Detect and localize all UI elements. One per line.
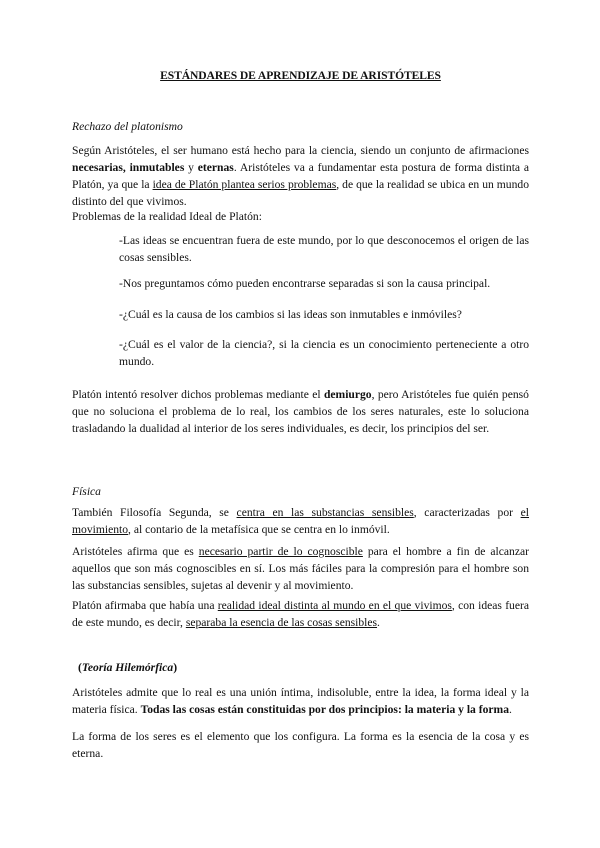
paragraph-forma: La forma de los seres es el elemento que los configura. La forma es la esencia de la cosa y es eterna.	[72, 730, 529, 760]
section-heading-hilemorfica: (Teoría Hilemórfica)	[78, 661, 178, 674]
section-heading-rechazo: Rechazo del platonismo	[72, 120, 183, 133]
paragraph-cognoscible: Aristóteles afirma que es necesario partir de lo cognoscible para el hombre a fin de alcanzar aquellos que son más cognoscibles en sí. Los más fáciles para la compresión para el hombre son las substancias sensibles, sujetas al devenir y al movimiento.	[72, 545, 529, 592]
paragraph-hilemorfica: Aristóteles admite que lo real es una unión íntima, indisoluble, entre la idea, la forma ideal y la materia física. Todas las cosas están constituidas por dos principios: la materia y la forma.	[72, 686, 529, 716]
paragraph-platon-realidad: Platón afirmaba que había una realidad ideal distinta al mundo en el que vivimos, con ideas fuera de este mundo, es decir, separaba la esencia de las cosas sensibles.	[72, 599, 530, 629]
problems-intro: Problemas de la realidad Ideal de Platón:	[72, 210, 262, 223]
problem-item: -Las ideas se encuentran fuera de este mundo, por lo que desconocemos el origen de las cosas sensibles.	[119, 234, 529, 264]
paragraph-demiurgo: Platón intentó resolver dichos problemas mediante el demiurgo, pero Aristóteles fue quién pensó que no soluciona el problema de lo real, los cambios de los seres naturales, este lo soluciona trasladando la dualidad al interior de los seres individuales, es decir, los principios del ser.	[72, 388, 529, 435]
problem-item: -Nos preguntamos cómo pueden encontrarse separadas si son la causa principal.	[119, 277, 491, 290]
paragraph-fisica-intro: También Filosofía Segunda, se centra en las substancias sensibles, caracterizadas por el movimiento, al contario de la metafísica que se centra en lo inmóvil.	[72, 506, 529, 536]
document-title: ESTÁNDARES DE APRENDIZAJE DE ARISTÓTELES	[160, 69, 441, 82]
section-heading-fisica: Física	[72, 485, 101, 498]
problem-item: -¿Cuál es la causa de los cambios si las ideas son inmutables e inmóviles?	[119, 308, 462, 321]
problem-item: -¿Cuál es el valor de la ciencia?, si la ciencia es un conocimiento perteneciente a otro mundo.	[119, 338, 529, 368]
paragraph-rechazo-intro: Según Aristóteles, el ser humano está hecho para la ciencia, siendo un conjunto de afirmaciones necesarias, inmutables y eternas. Aristóteles va a fundamentar esta postura de forma distinta a Platón, ya que la idea de Platón plantea serios problemas, de que la realidad se ubica en un mundo distinto del que vivimos.	[72, 144, 530, 208]
